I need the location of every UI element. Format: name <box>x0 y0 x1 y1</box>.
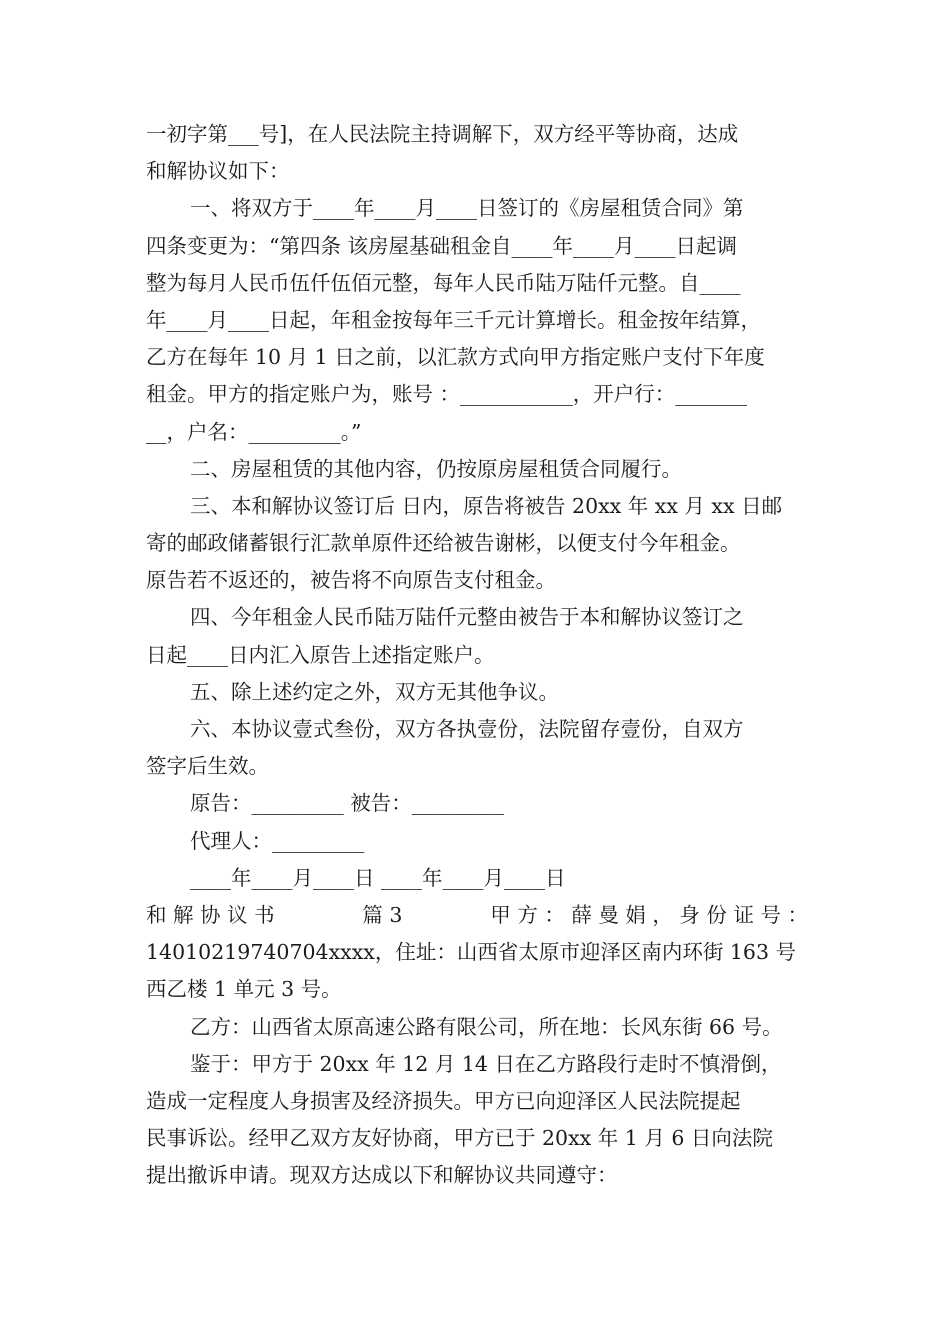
text-line: 四条变更为：“第四条 该房屋基础租金自____年____月____日起调 <box>146 233 737 258</box>
agent-line: 代理人：_________ <box>190 828 365 853</box>
text-line: __，户名：_________。” <box>146 419 362 444</box>
text-line: 年____月____日起，年租金按每年三千元计算增长。租金按年结算， <box>146 307 761 332</box>
clause-3-line: 三、本和解协议签订后 日内，原告将被告 20xx 年 xx 月 xx 日邮 <box>190 493 783 518</box>
text-line: 寄的邮政储蓄银行汇款单原件还给被告谢彬，以便支付今年租金。 <box>146 531 741 556</box>
text-line: 民事诉讼。经甲乙双方友好协商，甲方已于 20xx 年 1 月 6 日向法院 <box>146 1126 773 1151</box>
agreement-title: 和 解 协 议 书 <box>146 902 275 927</box>
text-line: 日起____日内汇入原告上述指定账户。 <box>146 642 495 667</box>
clause-6-line: 六、本协议壹式叁份，双方各执壹份，法院留存壹份，自双方 <box>190 717 744 741</box>
text-line: 乙方在每年 10 月 1 日之前，以汇款方式向甲方指定账户支付下年度 <box>146 345 765 370</box>
text-line: 14010219740704xxxx，住址：山西省太原市迎泽区南内环街 163 号 <box>146 940 797 965</box>
party-b-line: 乙方：山西省太原高速公路有限公司，所在地：长风东街 66 号。 <box>190 1014 783 1039</box>
agreement-heading-line <box>146 897 808 934</box>
date-line: ____年____月____日 ____年____月____日 <box>190 865 566 890</box>
text-line: 一初字第___号]，在人民法院主持调解下，双方经平等协商，达成 <box>146 122 739 146</box>
text-line: 签字后生效。 <box>146 754 269 779</box>
clause-4-line: 四、今年租金人民币陆万陆仟元整由被告于本和解协议签订之 <box>190 605 744 630</box>
text-line: 整为每月人民币伍仟伍佰元整，每年人民币陆万陆仟元整。自____ <box>146 270 741 295</box>
party-a-label: 甲 方 ： 薛 曼 娟 ， 身 份 证 号 ： <box>490 902 808 927</box>
text-line: 西乙楼 1 单元 3 号。 <box>146 977 342 1002</box>
text-line: 造成一定程度人身损害及经济损失。甲方已向迎泽区人民法院提起 <box>146 1088 741 1113</box>
clause-5-line: 五、除上述约定之外，双方无其他争议。 <box>190 679 559 704</box>
signature-parties-line: 原告：_________ 被告：_________ <box>190 791 505 816</box>
whereas-line: 鉴于：甲方于 20xx 年 12 月 14 日在乙方路段行走时不慎滑倒， <box>190 1051 782 1076</box>
document-body <box>146 116 808 1194</box>
section-label: 篇 3 <box>362 902 403 927</box>
clause-2-line: 二、房屋租赁的其他内容，仍按原房屋租赁合同履行。 <box>190 456 682 481</box>
text-line: 提出撤诉申请。现双方达成以下和解协议共同遵守： <box>146 1163 618 1188</box>
text-line: 和解协议如下： <box>146 159 290 184</box>
text-line: 租金。甲方的指定账户为，账号 ：___________，开户行：_______ <box>146 382 748 407</box>
text-line: 原告若不返还的，被告将不向原告支付租金。 <box>146 568 556 593</box>
clause-1-line: 一、将双方于____年____月____日签订的《房屋租赁合同》第 <box>190 196 744 221</box>
